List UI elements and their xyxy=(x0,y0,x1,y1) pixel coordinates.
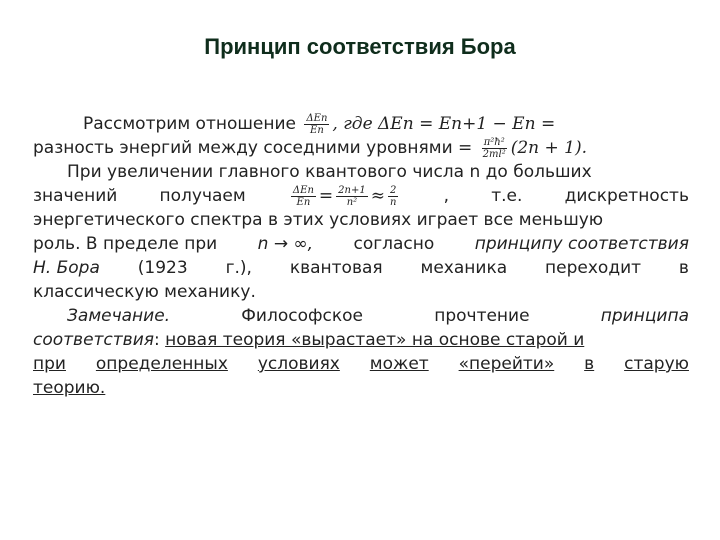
line-6-limit: n → ∞, xyxy=(257,234,314,254)
line-2 xyxy=(33,136,689,160)
line-7-year: (1923 xyxy=(137,258,188,278)
line-7-bohr: Н. Бора xyxy=(33,258,100,278)
line-4-word-2: получаем xyxy=(159,186,246,206)
approx-fraction-1-num: ΔEn xyxy=(292,184,314,196)
approx-fraction-1-den: En xyxy=(296,196,311,208)
approx-fraction-3-den: n xyxy=(389,196,397,208)
line-11-w3: условиях xyxy=(257,354,340,374)
ratio-denominator: En xyxy=(310,124,324,136)
line-11-w4: может xyxy=(369,354,429,374)
line-5: энергетического спектра в этих условиях играет все меньшую xyxy=(33,210,604,230)
line-10-correspondence: соответствия xyxy=(33,330,154,350)
line-11-w2: определенных xyxy=(95,354,228,374)
approx-fraction-2 xyxy=(336,185,368,208)
line-11 xyxy=(33,352,689,376)
approx-fraction-3-num: 2 xyxy=(389,184,397,196)
ratio-approximation xyxy=(288,184,401,208)
approx-fraction-2-den: n² xyxy=(346,196,358,208)
slide-title: Принцип соответствия Бора xyxy=(204,34,516,59)
equals-sign: = xyxy=(318,186,334,206)
line-10 xyxy=(33,328,689,352)
line-11-w7: старую xyxy=(624,354,689,374)
line-4-word-1: значений xyxy=(33,186,118,206)
line-9-reading: прочтение xyxy=(434,306,530,326)
energy-difference-numerator: π²ħ² xyxy=(483,136,505,148)
line-3: При увеличении главного квантового числа n до больших xyxy=(67,162,592,182)
line-7 xyxy=(33,256,689,280)
line-1 xyxy=(33,112,689,136)
line-1-prefix: Рассмотрим отношение xyxy=(83,114,297,134)
line-7-mechanics: механика xyxy=(420,258,508,278)
ratio-numerator: ΔEn xyxy=(306,112,328,124)
ratio-fraction xyxy=(304,113,329,136)
line-11-w6: в xyxy=(584,354,595,374)
line-6-principle: принципу соответствия xyxy=(474,234,689,254)
approx-fraction-1 xyxy=(291,185,316,208)
line-12: теорию. xyxy=(33,378,106,398)
line-6-part-a: роль. В пределе при xyxy=(33,234,218,254)
line-7-into: в xyxy=(678,258,689,278)
line-6-part-c: согласно xyxy=(353,234,435,254)
line-6 xyxy=(33,232,689,256)
line-7-quantum: квантовая xyxy=(289,258,383,278)
line-4-comma: , xyxy=(443,186,450,206)
line-7-transitions: переходит xyxy=(545,258,642,278)
line-10-colon: : xyxy=(153,330,160,350)
approx-fraction-2-num: 2n+1 xyxy=(338,184,366,196)
energy-difference-denominator: 2ml² xyxy=(482,148,506,160)
line-7-g: г.), xyxy=(225,258,252,278)
line-4-word-discreteness: дискретность xyxy=(564,186,689,206)
line-8: классическую механику. xyxy=(33,282,256,302)
line-10-statement: новая теория «вырастает» на основе старой и xyxy=(165,330,585,350)
line-11-w1: при xyxy=(33,354,66,374)
line-9-philosophical: Философское xyxy=(241,306,364,326)
line-4 xyxy=(33,184,689,208)
slide-body xyxy=(33,112,689,400)
approx-fraction-3 xyxy=(388,185,398,208)
line-9-principle: принципа xyxy=(600,306,689,326)
line-2-text: разность энергий между соседними уровнями = xyxy=(33,138,473,158)
line-11-w5: «перейти» xyxy=(458,354,555,374)
remark-label: Замечание. xyxy=(67,306,171,326)
line-4-word-ie: т.е. xyxy=(491,186,523,206)
energy-difference-fraction xyxy=(481,137,508,160)
delta-definition: , где ΔEn = En+1 − En = xyxy=(332,114,556,134)
approx-sign: ≈ xyxy=(370,186,385,206)
energy-difference-tail: (2n + 1). xyxy=(510,138,588,158)
line-9 xyxy=(33,304,689,328)
